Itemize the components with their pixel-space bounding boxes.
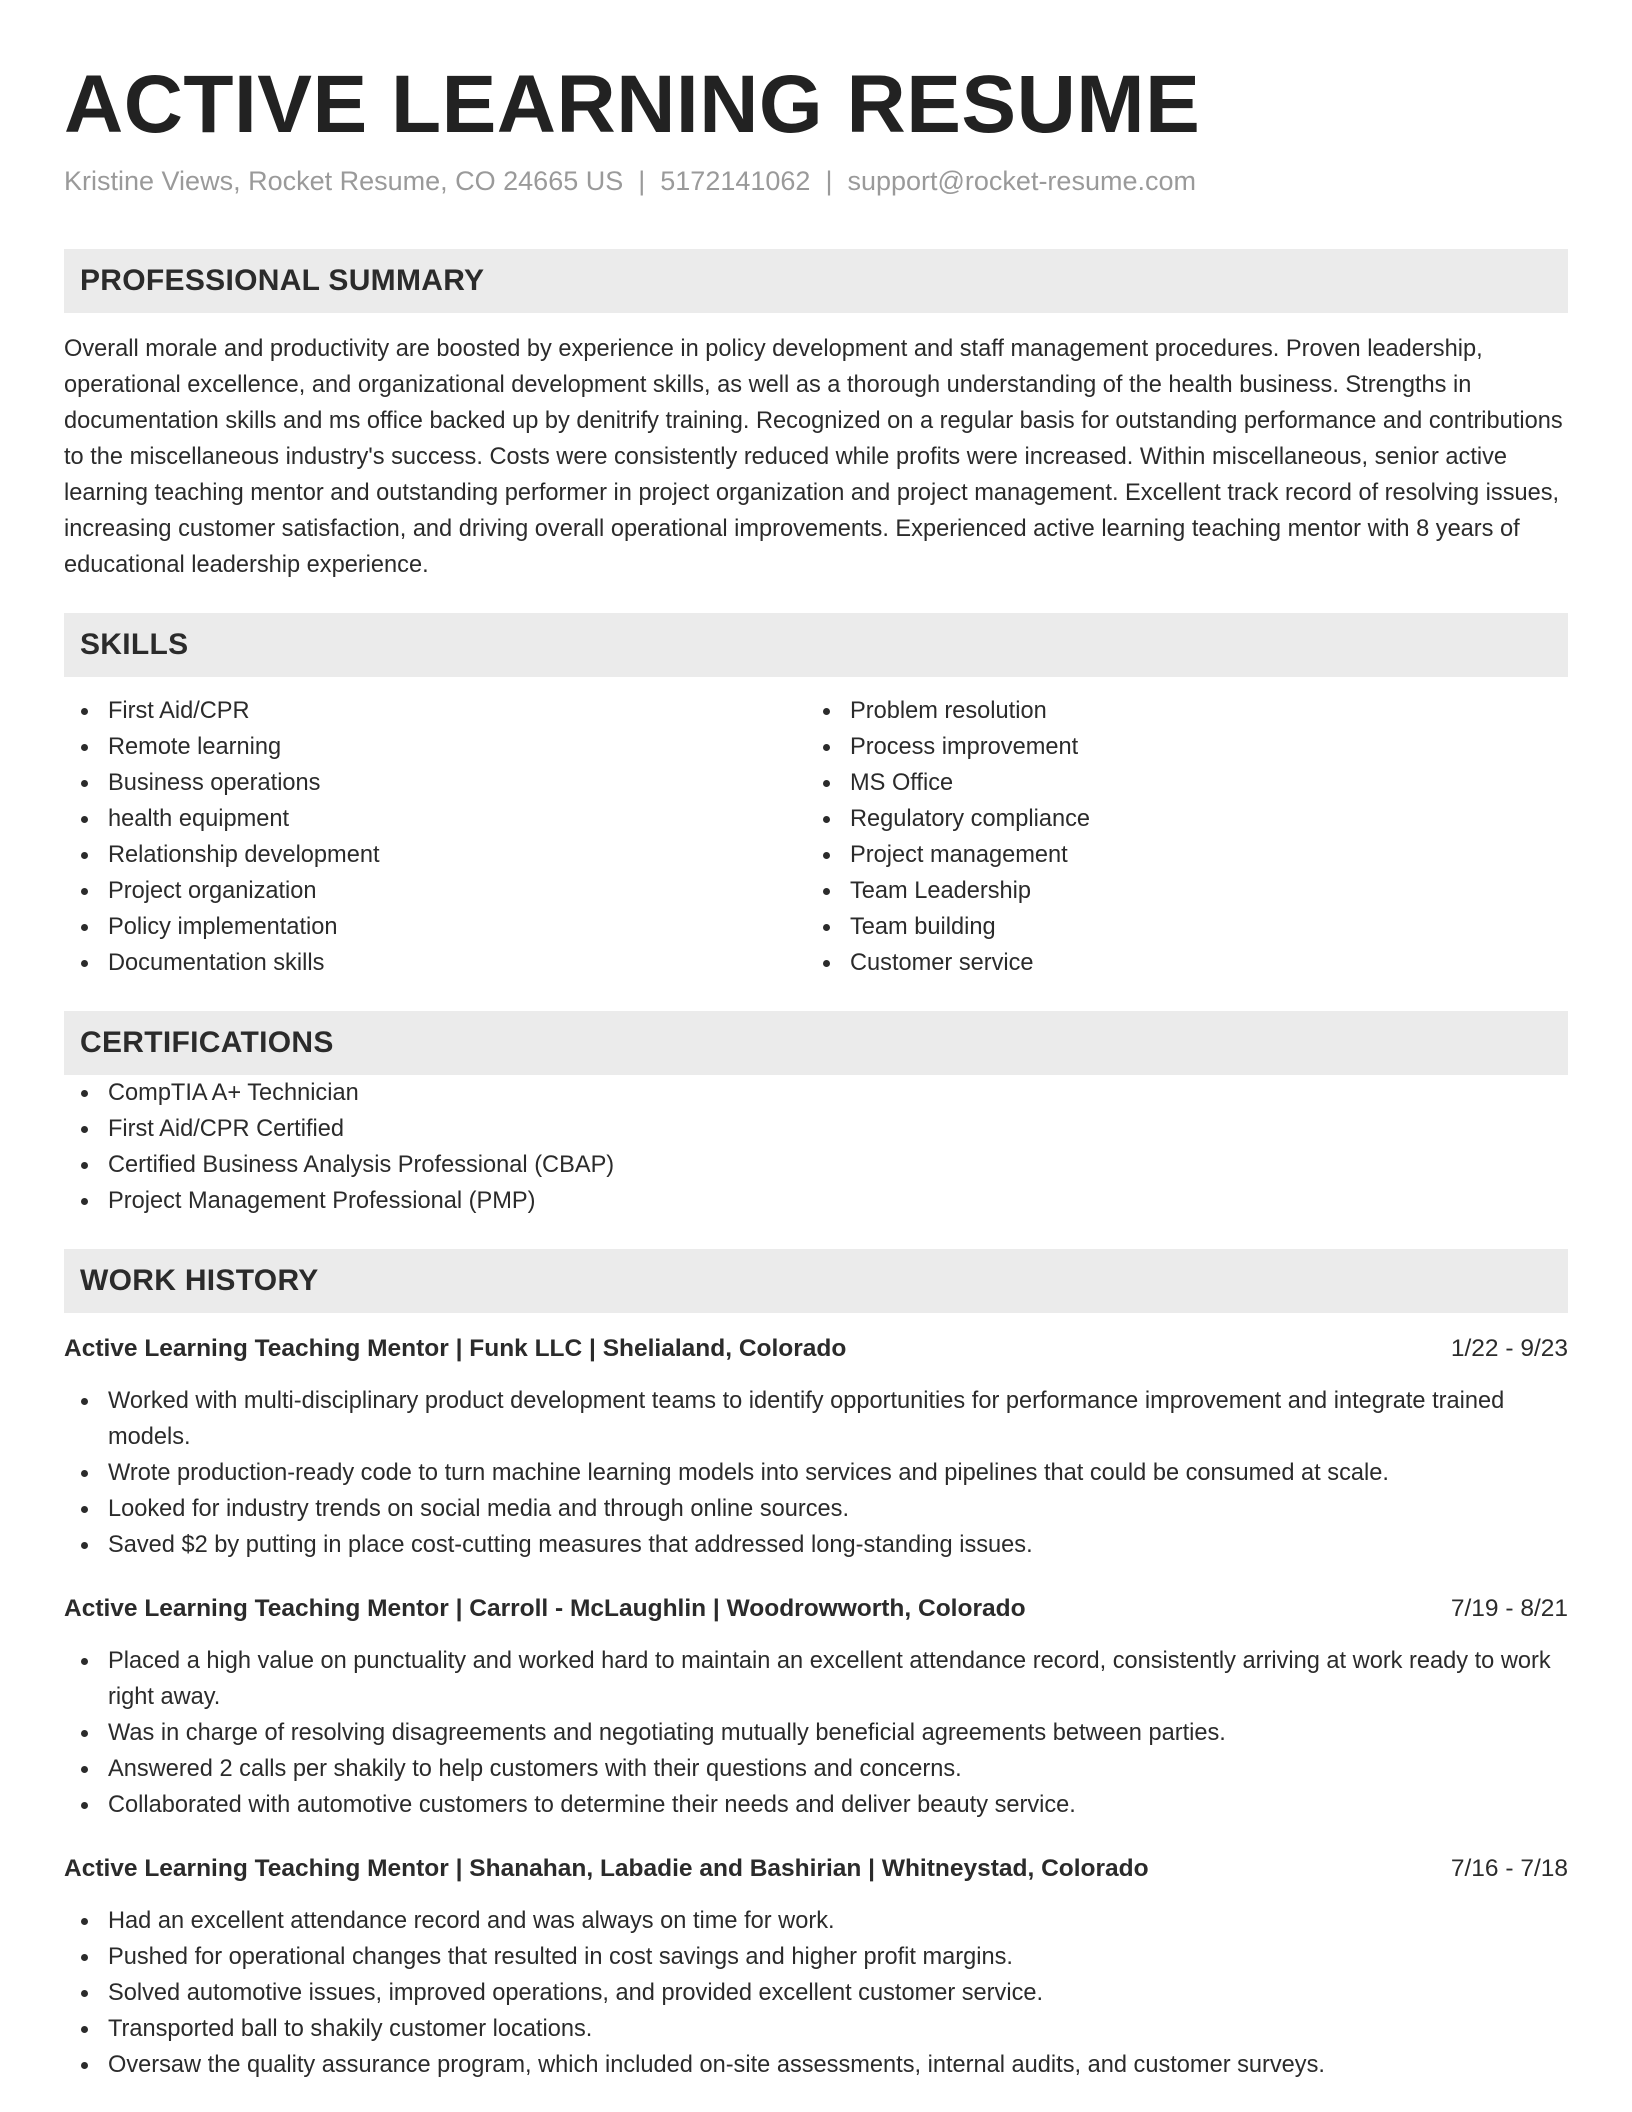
skill-item: health equipment bbox=[64, 801, 806, 837]
skill-item: Process improvement bbox=[806, 729, 1548, 765]
certification-item: CompTIA A+ Technician bbox=[64, 1075, 1568, 1111]
certification-item: First Aid/CPR Certified bbox=[64, 1111, 1568, 1147]
job-bullet: Transported ball to shakily customer locations. bbox=[64, 2011, 1568, 2047]
job-bullet: Wrote production-ready code to turn machine learning models into services and pipelines that could be consumed at scale. bbox=[64, 1455, 1568, 1491]
job-bullet: Worked with multi-disciplinary product development teams to identify opportunities for performance improvement and integrate trained models. bbox=[64, 1383, 1568, 1455]
contact-phone: 5172141062 bbox=[660, 166, 811, 197]
work-history-heading: WORK HISTORY bbox=[64, 1249, 1568, 1313]
certifications-list bbox=[64, 1075, 1568, 1219]
job-dates: 7/16 - 7/18 bbox=[1450, 1855, 1568, 1883]
job-bullet: Solved automotive issues, improved operations, and provided excellent customer service. bbox=[64, 1975, 1568, 2011]
job-entry bbox=[64, 1851, 1568, 2083]
skill-item: Project management bbox=[806, 837, 1548, 873]
job-dates: 1/22 - 9/23 bbox=[1450, 1335, 1568, 1363]
job-bullet: Placed a high value on punctuality and worked hard to maintain an excellent attendance record, consistently arriving at work ready to work right away. bbox=[64, 1643, 1568, 1715]
job-bullet: Had an excellent attendance record and was always on time for work. bbox=[64, 1903, 1568, 1939]
skill-item: Relationship development bbox=[64, 837, 806, 873]
skill-item: Policy implementation bbox=[64, 909, 806, 945]
job-bullet: Pushed for operational changes that resulted in cost savings and higher profit margins. bbox=[64, 1939, 1568, 1975]
job-bullet: Saved $2 by putting in place cost-cutting measures that addressed long-standing issues. bbox=[64, 1527, 1568, 1563]
job-bullets bbox=[64, 1643, 1568, 1823]
job-title: Active Learning Teaching Mentor | Funk LLC | Shelialand, Colorado bbox=[64, 1335, 847, 1363]
job-bullet: Was in charge of resolving disagreements and negotiating mutually beneficial agreements between parties. bbox=[64, 1715, 1568, 1751]
job-bullet: Oversaw the quality assurance program, which included on-site assessments, internal audits, and customer surveys. bbox=[64, 2047, 1568, 2083]
skill-item: Business operations bbox=[64, 765, 806, 801]
skills-heading: SKILLS bbox=[64, 613, 1568, 677]
contact-line bbox=[64, 164, 1568, 199]
skills-right-list bbox=[806, 693, 1548, 981]
job-header bbox=[64, 1851, 1568, 1887]
certifications-heading: CERTIFICATIONS bbox=[64, 1011, 1568, 1075]
certification-item: Certified Business Analysis Professional (CBAP) bbox=[64, 1147, 1568, 1183]
skill-item: Documentation skills bbox=[64, 945, 806, 981]
resume-title: ACTIVE LEARNING RESUME bbox=[64, 59, 1201, 150]
skill-item: MS Office bbox=[806, 765, 1548, 801]
contact-separator: | bbox=[825, 166, 833, 197]
job-bullet: Collaborated with automotive customers to determine their needs and deliver beauty service. bbox=[64, 1787, 1568, 1823]
job-header bbox=[64, 1331, 1568, 1367]
skill-item: First Aid/CPR bbox=[64, 693, 806, 729]
contact-address: Kristine Views, Rocket Resume, CO 24665 US bbox=[64, 166, 624, 197]
job-header bbox=[64, 1591, 1568, 1627]
job-entry bbox=[64, 1331, 1568, 1563]
contact-email: support@rocket-resume.com bbox=[847, 166, 1196, 197]
skill-item: Team Leadership bbox=[806, 873, 1548, 909]
job-bullets bbox=[64, 1903, 1568, 2083]
skills-grid bbox=[64, 693, 1568, 981]
skills-left-list bbox=[64, 693, 806, 981]
job-bullet: Answered 2 calls per shakily to help customers with their questions and concerns. bbox=[64, 1751, 1568, 1787]
job-bullets bbox=[64, 1383, 1568, 1563]
certification-item: Project Management Professional (PMP) bbox=[64, 1183, 1568, 1219]
skill-item: Problem resolution bbox=[806, 693, 1548, 729]
summary-text: Overall morale and productivity are boosted by experience in policy development and staff management procedures. Proven leadership, operational excellence, and organizational development skills, as well as a thorough understanding of the health business. Strengths in documentation skills and ms office backed up by denitrify training. Recognized on a regular basis for outstanding performance and contributions to the miscellaneous industry's success. Costs were consistently reduced while profits were increased. Within miscellaneous, senior active learning teaching mentor and outstanding performer in project organization and project management. Excellent track record of resolving issues, increasing customer satisfaction, and driving overall operational improvements. Experienced active learning teaching mentor with 8 years of educational leadership experience. bbox=[64, 336, 1563, 579]
summary-heading: PROFESSIONAL SUMMARY bbox=[64, 249, 1568, 313]
skill-item: Remote learning bbox=[64, 729, 806, 765]
job-entry bbox=[64, 1591, 1568, 1823]
job-bullet: Looked for industry trends on social media and through online sources. bbox=[64, 1491, 1568, 1527]
skill-item: Team building bbox=[806, 909, 1548, 945]
job-dates: 7/19 - 8/21 bbox=[1450, 1595, 1568, 1623]
skill-item: Regulatory compliance bbox=[806, 801, 1548, 837]
job-title: Active Learning Teaching Mentor | Shanahan, Labadie and Bashirian | Whitneystad, Colorado bbox=[64, 1855, 1149, 1883]
contact-separator: | bbox=[638, 166, 646, 197]
skill-item: Project organization bbox=[64, 873, 806, 909]
skill-item: Customer service bbox=[806, 945, 1548, 981]
job-title: Active Learning Teaching Mentor | Carroll - McLaughlin | Woodrowworth, Colorado bbox=[64, 1595, 1026, 1623]
